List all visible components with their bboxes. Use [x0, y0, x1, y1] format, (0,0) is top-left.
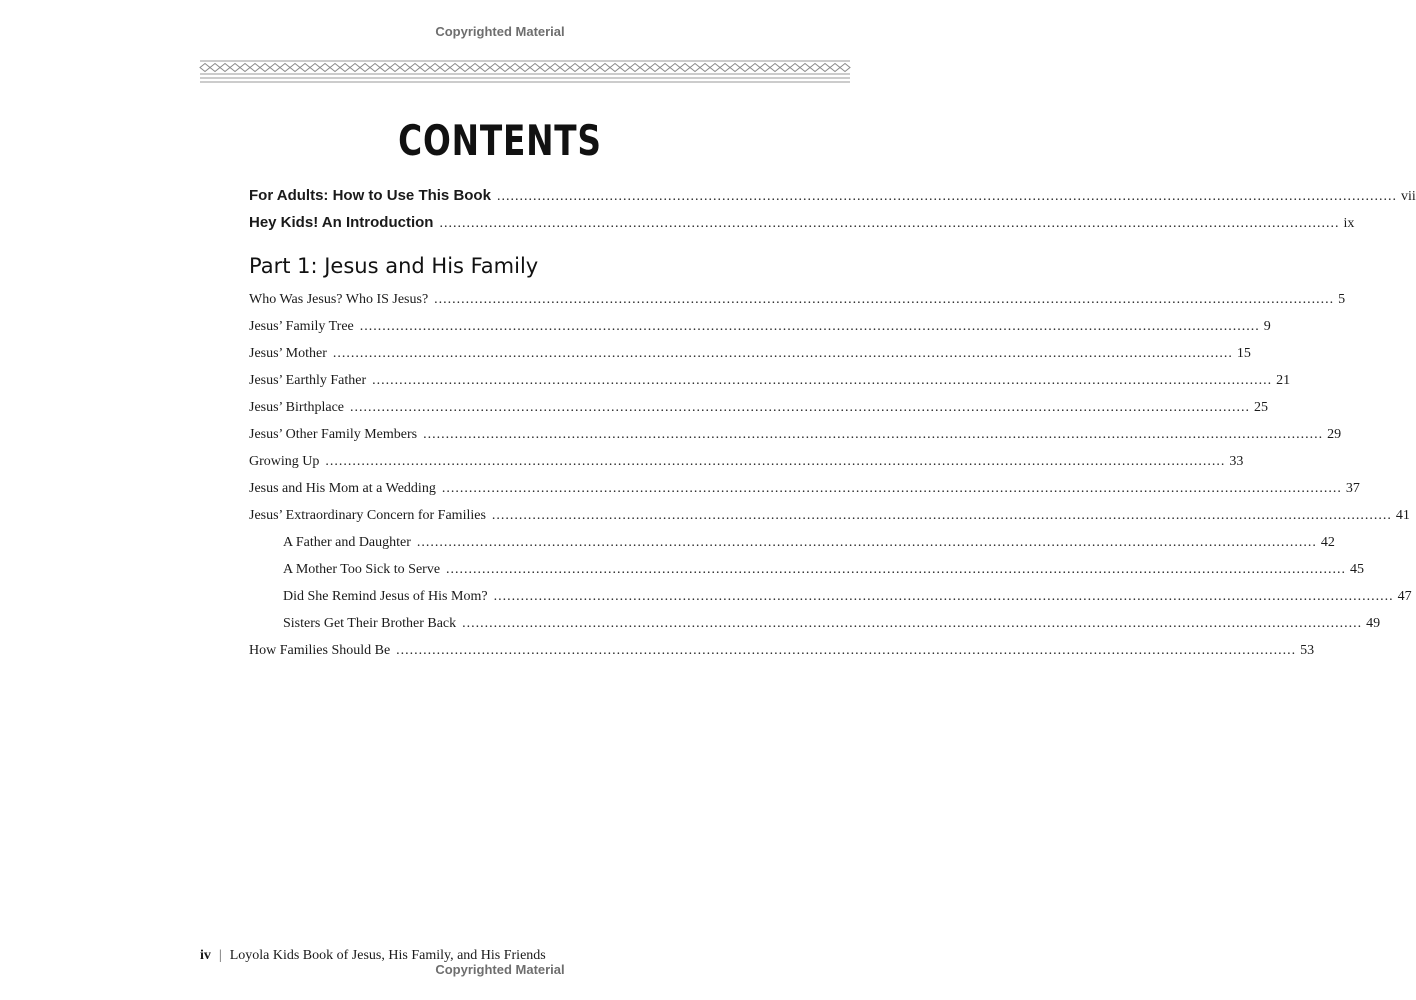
ornament-diamond: [220, 64, 230, 72]
toc-entry-page: ix: [1343, 216, 1355, 231]
toc-entry-page: 21: [1276, 373, 1291, 388]
dot-leader: ........................................................................................................................................................................................................: [441, 481, 1342, 496]
toc-subentry: [283, 589, 1412, 605]
ornament-diamond: [520, 64, 530, 72]
ornament-diamond: [730, 64, 740, 72]
toc-entry-label: Hey Kids! An Introduction: [249, 214, 434, 231]
ornament-diamond: [540, 64, 550, 72]
toc-entry: [249, 319, 1271, 335]
ornament-diamond: [650, 64, 660, 72]
toc-entry-page: 47: [1397, 589, 1412, 604]
ornament-diamond: [550, 64, 560, 72]
ornament-diamond: [380, 64, 390, 72]
toc-entry-page: 45: [1350, 562, 1365, 577]
toc-entry-page: 29: [1327, 427, 1342, 442]
ornament-diamond: [630, 64, 640, 72]
ornament-diamond: [240, 64, 250, 72]
ornament-diamond: [480, 64, 490, 72]
dot-leader: ........................................................................................................................................................................................................: [491, 508, 1392, 523]
dot-leader: ........................................................................................................................................................................................................: [332, 346, 1233, 361]
ornament-diamond: [820, 64, 830, 72]
dot-leader: ........................................................................................................................................................................................................: [439, 216, 1340, 231]
dot-leader: ........................................................................................................................................................................................................: [350, 400, 1250, 415]
ornament-diamond: [700, 64, 710, 72]
ornament-diamond: [560, 64, 570, 72]
toc-entry-page: 5: [1338, 292, 1346, 307]
toc-entry: [249, 400, 1268, 416]
toc-entry: [249, 373, 1291, 389]
ornament-diamond: [440, 64, 450, 72]
ornament-diamond: [660, 64, 670, 72]
toc-entry-label: Sisters Get Their Brother Back: [283, 616, 457, 631]
ornament-diamond: [640, 64, 650, 72]
toc-entry-label: For Adults: How to Use This Book: [249, 187, 491, 204]
toc-entry-label: Jesus’ Other Family Members: [249, 427, 418, 442]
toc-entry-label: How Families Should Be: [249, 643, 391, 658]
decorative-border-ornament: [200, 58, 850, 84]
toc-entry: [249, 346, 1251, 362]
ornament-diamond: [460, 64, 470, 72]
ornament-diamond: [810, 64, 820, 72]
ornament-diamond: [360, 64, 370, 72]
toc-entry-page: vii: [1400, 189, 1416, 204]
ornament-diamond: [770, 64, 780, 72]
dot-leader: ........................................................................................................................................................................................................: [372, 373, 1273, 388]
dot-leader: ........................................................................................................................................................................................................: [434, 292, 1335, 307]
ornament-diamond: [740, 64, 750, 72]
ornament-diamond: [280, 64, 290, 72]
ornament-diamond: [420, 64, 430, 72]
toc-entry-page: 41: [1395, 508, 1410, 523]
ornament-diamond: [250, 64, 260, 72]
ornament-diamond: [370, 64, 380, 72]
toc-entry-label: Jesus’ Birthplace: [249, 400, 344, 415]
ornament-diamond: [690, 64, 700, 72]
ornament-diamond: [490, 64, 500, 72]
toc-entry-page: 25: [1254, 400, 1268, 415]
toc-entry-label: Jesus’ Extraordinary Concern for Families: [249, 508, 486, 523]
toc-entry-label: Jesus’ Mother: [249, 346, 327, 361]
toc-entry-label: A Father and Daughter: [283, 535, 411, 550]
toc-entry-label: A Mother Too Sick to Serve: [283, 562, 441, 577]
ornament-diamond: [840, 64, 850, 72]
ornament-diamond: [570, 64, 580, 72]
dot-leader: ........................................................................................................................................................................................................: [446, 562, 1347, 577]
copyright-watermark-top: Copyrighted Material: [435, 24, 565, 39]
page-title: CONTENTS: [398, 116, 602, 165]
ornament-diamond: [800, 64, 810, 72]
toc-entry-page: 15: [1236, 346, 1251, 361]
toc-entry: [249, 427, 1342, 443]
ornament-diamond: [390, 64, 400, 72]
toc-entry-page: 49: [1366, 616, 1381, 631]
ornament-diamond: [430, 64, 440, 72]
ornament-diamond: [600, 64, 610, 72]
ornament-diamond: [210, 64, 220, 72]
running-book-title: Loyola Kids Book of Jesus, His Family, and His Friends: [229, 948, 546, 963]
ornament-diamond: [620, 64, 630, 72]
toc-entry-page: 53: [1300, 643, 1315, 658]
footer-separator: |: [218, 948, 222, 963]
dot-leader: ........................................................................................................................................................................................................: [493, 589, 1394, 604]
toc-subentry: [283, 535, 1335, 551]
toc-entry-page: 42: [1320, 535, 1335, 550]
dot-leader: ........................................................................................................................................................................................................: [396, 643, 1297, 658]
ornament-diamond: [790, 64, 800, 72]
toc-entry-label: Did She Remind Jesus of His Mom?: [283, 589, 488, 604]
toc-entry-label: Growing Up: [249, 454, 320, 469]
toc-entry-hey-kids: [249, 214, 1355, 232]
dot-leader: ........................................................................................................................................................................................................: [423, 427, 1324, 442]
ornament-diamond: [410, 64, 420, 72]
dot-leader: ........................................................................................................................................................................................................: [416, 535, 1317, 550]
toc-entry: [249, 454, 1244, 470]
ornament-diamond: [350, 64, 360, 72]
toc-entry: [249, 643, 1315, 659]
ornament-diamond: [470, 64, 480, 72]
copyright-watermark-bottom: Copyrighted Material: [435, 962, 565, 977]
toc-entry-label: Jesus’ Family Tree: [249, 319, 354, 334]
ornament-diamond: [680, 64, 690, 72]
ornament-diamond: [200, 64, 210, 72]
toc-entry-label: Who Was Jesus? Who IS Jesus?: [249, 292, 429, 307]
ornament-diamond: [750, 64, 760, 72]
ornament-diamond: [450, 64, 460, 72]
toc-entry: [249, 481, 1360, 497]
ornament-diamond: [340, 64, 350, 72]
ornament-diamond: [710, 64, 720, 72]
ornament-diamond: [300, 64, 310, 72]
ornament-diamond: [720, 64, 730, 72]
ornament-diamond: [760, 64, 770, 72]
page-number: iv: [200, 948, 211, 963]
toc-entry-label: Jesus’ Earthly Father: [249, 373, 367, 388]
dot-leader: ........................................................................................................................................................................................................: [496, 189, 1397, 204]
ornament-diamond: [590, 64, 600, 72]
ornament-diamond: [320, 64, 330, 72]
dot-leader: ........................................................................................................................................................................................................: [325, 454, 1226, 469]
ornament-diamond: [270, 64, 280, 72]
ornament-diamond: [530, 64, 540, 72]
ornament-diamond: [290, 64, 300, 72]
dot-leader: ........................................................................................................................................................................................................: [359, 319, 1260, 334]
toc-entry-page: 9: [1263, 319, 1271, 334]
ornament-diamond: [230, 64, 240, 72]
ornament-diamond: [610, 64, 620, 72]
toc-subentry: [283, 562, 1365, 578]
ornament-diamond: [780, 64, 790, 72]
part-heading: Part 1: Jesus and His Family: [249, 254, 539, 278]
toc-entry-for-adults: [249, 187, 1416, 205]
ornament-diamond: [580, 64, 590, 72]
ornament-diamond: [400, 64, 410, 72]
toc-entry-label: Jesus and His Mom at a Wedding: [249, 481, 436, 496]
toc-entry: [249, 292, 1346, 308]
ornament-diamond: [830, 64, 840, 72]
ornament-diamond: [310, 64, 320, 72]
dot-leader: ........................................................................................................................................................................................................: [462, 616, 1363, 631]
toc-entry-page: 37: [1345, 481, 1360, 496]
ornament-diamond: [500, 64, 510, 72]
ornament-diamond: [330, 64, 340, 72]
toc-entry-page: 33: [1229, 454, 1244, 469]
toc-entry: [249, 508, 1410, 524]
ornament-diamond: [670, 64, 680, 72]
toc-subentry: [283, 616, 1381, 632]
ornament-diamond: [260, 64, 270, 72]
ornament-diamond: [510, 64, 520, 72]
